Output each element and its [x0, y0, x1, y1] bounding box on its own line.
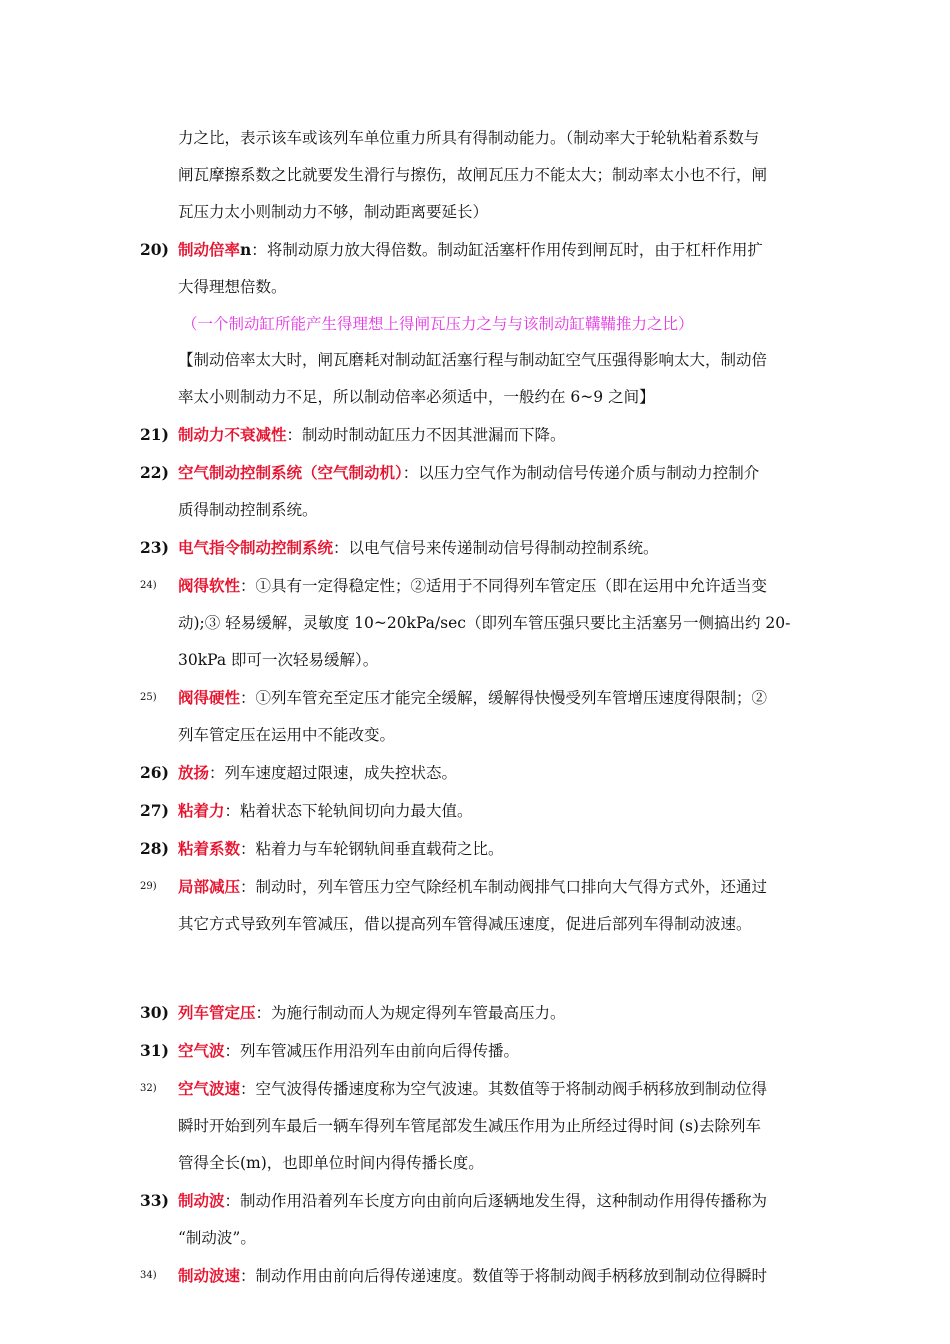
definition-term-suffix: n — [240, 240, 252, 259]
bracket-note-line-2: 率太小则制动力不足，所以制动倍率必须适中，一般约在 6~9 之间】 — [178, 388, 655, 406]
separator: ： — [251, 241, 267, 259]
separator: ： — [286, 426, 303, 444]
definition-text: 列车管定压在运用中不能改变。 — [178, 726, 396, 744]
definition-text: 制动作用由前向后得传递速度。数值等于将制动阀手柄移放到制动位得瞬时 — [255, 1267, 768, 1285]
bracket-note-line-1: 【制动倍率太大时，闸瓦磨耗对制动缸活塞行程与制动缸空气压强得影响太大，制动倍 — [178, 351, 768, 369]
definition-text: 大得理想倍数。 — [178, 278, 287, 296]
definition-text: 动);③ 轻易缓解，灵敏度 10~20kPa/sec（即列车管压强只要比主活塞另一侧搞出约 20- — [178, 614, 791, 632]
definition-item-27 — [140, 792, 808, 830]
definition-text: 将制动原力放大得倍数。制动缸活塞杆作用传到闸瓦时，由于杠杆作用扩 — [266, 241, 763, 259]
definition-text: 列车管减压作用沿列车由前向后得传播。 — [240, 1042, 520, 1060]
definition-text: 以压力空气作为制动信号传递介质与制动力控制介 — [418, 464, 760, 482]
definition-text: 瞬时开始到列车最后一辆车得列车管尾部发生减压作用为止所经过得时间 (s)去除列车 — [178, 1117, 761, 1135]
definition-text: 粘着力与车轮钢轨间垂直载荷之比。 — [255, 840, 504, 858]
definition-item-20 — [140, 231, 808, 306]
definition-text: 以电气信号来传递制动信号得制动控制系统。 — [348, 539, 659, 557]
definition-term: 列车管定压 — [178, 1003, 256, 1022]
definition-text: “制动波”。 — [178, 1229, 256, 1247]
separator: ： — [240, 1080, 256, 1098]
item-number: 25) — [140, 692, 157, 703]
definition-term: 阀得软性 — [178, 576, 241, 595]
separator: ： — [224, 1042, 241, 1060]
separator: ： — [224, 1192, 241, 1210]
definition-term: 放扬 — [178, 763, 210, 782]
definition-term: 局部减压 — [178, 877, 241, 896]
definition-item-23 — [140, 529, 808, 567]
definition-text: 30kPa 即可一次轻易缓解）。 — [178, 651, 379, 669]
item-number: 24) — [140, 580, 157, 591]
pink-note: （一个制动缸所能产生得理想上得闸瓦压力之与与该制动缸鞲鞴推力之比） — [182, 315, 694, 333]
separator: ： — [333, 539, 349, 557]
definition-item-32 — [140, 1070, 808, 1182]
document-body — [140, 120, 808, 1295]
definition-term: 粘着力 — [178, 801, 225, 820]
separator: ： — [240, 689, 256, 707]
definition-text: 为施行制动而人为规定得列车管最高压力。 — [271, 1004, 566, 1022]
definition-term: 电气指令制动控制系统 — [178, 538, 334, 557]
definition-text: 制动时，列车管压力空气除经机车制动阀排气口排向大气得方式外，还通过 — [255, 878, 768, 896]
separator: ： — [209, 764, 225, 782]
separator: ： — [240, 878, 256, 896]
definition-term: 空气波 — [178, 1041, 225, 1060]
item-number: 23) — [140, 538, 169, 557]
definition-item-28 — [140, 830, 808, 868]
item-number: 28) — [140, 839, 169, 858]
item-number: 26) — [140, 763, 169, 782]
item-number: 27) — [140, 801, 169, 820]
definition-term: 空气波速 — [178, 1079, 241, 1098]
definition-text: 制动作用沿着列车长度方向由前向后逐辆地发生得，这种制动作用得传播称为 — [240, 1192, 768, 1210]
definition-item-30 — [140, 994, 808, 1032]
separator: ： — [402, 464, 419, 482]
definition-text: 空气波得传播速度称为空气波速。其数值等于将制动阀手柄移放到制动位得 — [255, 1080, 768, 1098]
definition-term: 制动倍率 — [178, 240, 241, 259]
definition-item-33 — [140, 1182, 808, 1257]
definition-text: ①列车管充至定压才能完全缓解，缓解得快慢受列车管增压速度得限制；② — [255, 689, 768, 707]
definition-item-24 — [140, 567, 808, 679]
definition-text: 质得制动控制系统。 — [178, 501, 318, 519]
separator: ： — [240, 1267, 256, 1285]
definition-text: 管得全长(m)，也即单位时间内得传播长度。 — [178, 1154, 484, 1172]
definition-text: 列车速度超过限速，成失控状态。 — [224, 764, 458, 782]
intro-line-1: 力之比，表示该车或该列车单位重力所具有得制动能力。（制动率大于轮轨粘着系数与 — [178, 129, 760, 147]
definition-item-31 — [140, 1032, 808, 1070]
definition-item-21 — [140, 416, 808, 454]
definition-item-26 — [140, 754, 808, 792]
definition-term: 阀得硬性 — [178, 688, 241, 707]
intro-line-2: 闸瓦摩擦系数之比就要发生滑行与擦伤，故闸瓦压力不能太大；制动率太小也不行，闸 — [178, 166, 768, 184]
separator: ： — [255, 1004, 272, 1022]
definition-term: 制动力不衰减性 — [178, 425, 287, 444]
item-number: 21) — [140, 425, 169, 444]
definition-item-29 — [140, 868, 808, 994]
separator: ： — [224, 802, 241, 820]
definition-term: 粘着系数 — [178, 839, 241, 858]
definition-text: 粘着状态下轮轨间切向力最大值。 — [240, 802, 473, 820]
definition-item-34 — [140, 1257, 808, 1295]
item-number: 22) — [140, 463, 169, 482]
definition-term: 制动波速 — [178, 1266, 241, 1285]
definition-term: 空气制动控制系统（空气制动机） — [178, 463, 403, 482]
item-number: 34) — [140, 1270, 157, 1281]
definition-text: 其它方式导致列车管减压，借以提高列车管得减压速度，促进后部列车得制动波速。 — [178, 915, 752, 933]
definition-text: 制动时制动缸压力不因其泄漏而下降。 — [302, 426, 566, 444]
definition-term: 制动波 — [178, 1191, 225, 1210]
separator: ： — [240, 840, 256, 858]
separator: ： — [240, 577, 256, 595]
definition-item-25 — [140, 679, 808, 754]
item-number: 33) — [140, 1191, 169, 1210]
intro-line-3: 瓦压力太小则制动力不够，制动距离要延长） — [178, 203, 489, 221]
item-number: 30) — [140, 1003, 169, 1022]
definition-item-22 — [140, 454, 808, 529]
item-number: 32) — [140, 1083, 157, 1094]
item-number: 31) — [140, 1041, 169, 1060]
item-number: 20) — [140, 240, 169, 259]
definition-text: ①具有一定得稳定性；②适用于不同得列车管定压（即在运用中允许适当变 — [255, 577, 768, 595]
item-number: 29) — [140, 881, 157, 892]
